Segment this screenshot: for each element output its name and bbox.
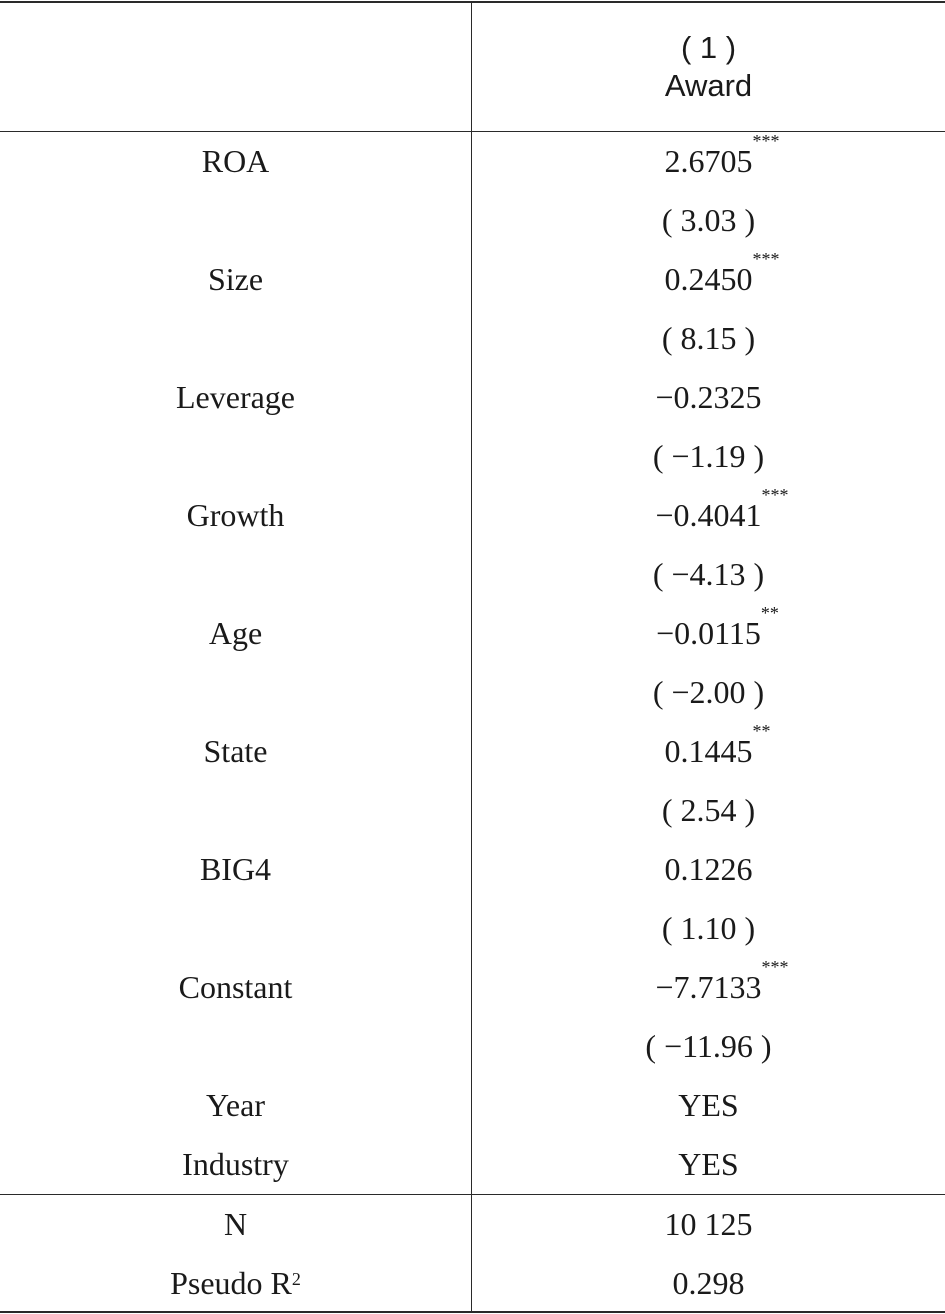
row-value: [472, 191, 945, 250]
coefficient-value: [664, 131, 780, 180]
table-row: [0, 368, 945, 427]
table-row: [0, 663, 945, 722]
table-row: [0, 840, 945, 899]
row-value: [472, 1135, 945, 1194]
row-label: [0, 663, 471, 722]
row-label: Growth: [186, 497, 285, 533]
row-label: [0, 1017, 471, 1076]
row-value: [472, 1076, 945, 1135]
coefficient-value: [678, 1087, 738, 1124]
coefficient-value: [655, 957, 789, 1006]
row-value: [472, 958, 945, 1017]
coefficient-value: [655, 379, 761, 416]
table-row: [0, 899, 945, 958]
row-value: [472, 899, 945, 958]
coefficient-value: [653, 556, 764, 593]
row-label: Industry: [182, 1146, 289, 1182]
table-row: [0, 250, 945, 309]
row-value: [472, 427, 945, 486]
coefficient-value: [653, 674, 764, 711]
row-label: BIG4: [199, 851, 272, 887]
value-text: ( −11.96 ): [645, 1028, 772, 1064]
value-text: ( 2.54 ): [661, 792, 756, 828]
row-label: [0, 545, 471, 604]
value-text: ( 1.10 ): [661, 910, 756, 946]
row-label: ROA: [201, 143, 270, 179]
row-label: [0, 1254, 471, 1313]
significance-stars: ***: [761, 485, 789, 505]
value-text: ( −4.13 ): [652, 556, 765, 592]
significance-stars: ***: [752, 131, 780, 151]
row-value: [472, 368, 945, 427]
row-label: Year: [206, 1087, 265, 1123]
row-value: 10 125: [664, 1206, 753, 1242]
coefficient-value: [662, 792, 755, 829]
table-row: [0, 604, 945, 663]
value-text: −0.4041: [655, 497, 762, 533]
row-label: N: [223, 1206, 248, 1242]
coefficient-value: [664, 721, 771, 770]
value-text: 0.1445: [664, 733, 753, 769]
row-value: [472, 132, 945, 191]
row-value: 0.298: [672, 1265, 745, 1301]
coefficient-value: [662, 320, 755, 357]
row-label: [0, 309, 471, 368]
table-row: [0, 1017, 945, 1076]
column-header: [472, 3, 945, 131]
coefficient-value: [662, 202, 755, 239]
pseudo-r-label: Pseudo R: [170, 1265, 292, 1301]
significance-stars: **: [760, 603, 779, 623]
table-row: [0, 486, 945, 545]
row-label: [0, 427, 471, 486]
row-label: Age: [208, 615, 263, 651]
row-value: [472, 545, 945, 604]
value-text: −0.2325: [655, 379, 762, 415]
row-label: [0, 781, 471, 840]
row-value: [472, 1017, 945, 1076]
row-value: [472, 663, 945, 722]
table-row: [0, 781, 945, 840]
table-row-pseudo-r2: [0, 1254, 945, 1313]
table-row-n: [0, 1195, 945, 1254]
value-text: −0.0115: [656, 615, 761, 651]
table-row: [0, 132, 945, 191]
column-number: ( 1 ): [680, 30, 737, 65]
table-row: [0, 958, 945, 1017]
value-text: ( 3.03 ): [661, 202, 756, 238]
row-value: [472, 722, 945, 781]
row-value: [472, 309, 945, 368]
row-value: [472, 250, 945, 309]
row-label: State: [203, 733, 268, 769]
coefficient-value: [678, 1146, 738, 1183]
value-text: 0.2450: [664, 261, 753, 297]
row-label: [0, 191, 471, 250]
coefficient-value: [665, 851, 753, 888]
value-text: YES: [678, 1146, 739, 1182]
coefficient-value: [664, 249, 780, 298]
coefficient-value: [653, 438, 764, 475]
value-text: YES: [678, 1087, 739, 1123]
row-label: Leverage: [175, 379, 295, 415]
table-row: [0, 191, 945, 250]
value-text: 0.1226: [664, 851, 753, 887]
table-row: [0, 1076, 945, 1135]
row-label: Constant: [178, 969, 293, 1005]
row-label: Size: [207, 261, 264, 297]
value-text: −7.7133: [655, 969, 762, 1005]
coefficient-value: [662, 910, 755, 947]
table-row: [0, 427, 945, 486]
coefficient-value: [645, 1028, 771, 1065]
row-label: [0, 899, 471, 958]
column-name: Award: [664, 68, 753, 103]
value-text: ( −2.00 ): [652, 674, 765, 710]
coefficient-value: [656, 603, 779, 652]
row-value: [472, 486, 945, 545]
row-value: [472, 840, 945, 899]
row-value: [472, 781, 945, 840]
significance-stars: **: [752, 721, 771, 741]
table-row: [0, 722, 945, 781]
table-row: [0, 545, 945, 604]
value-text: 2.6705: [664, 143, 753, 179]
table-row: [0, 309, 945, 368]
superscript-two: 2: [291, 1269, 301, 1289]
significance-stars: ***: [752, 249, 780, 269]
row-value: [472, 604, 945, 663]
value-text: ( 8.15 ): [661, 320, 756, 356]
significance-stars: ***: [761, 957, 789, 977]
value-text: ( −1.19 ): [652, 438, 765, 474]
table-row: [0, 1135, 945, 1194]
coefficient-value: [655, 485, 789, 534]
